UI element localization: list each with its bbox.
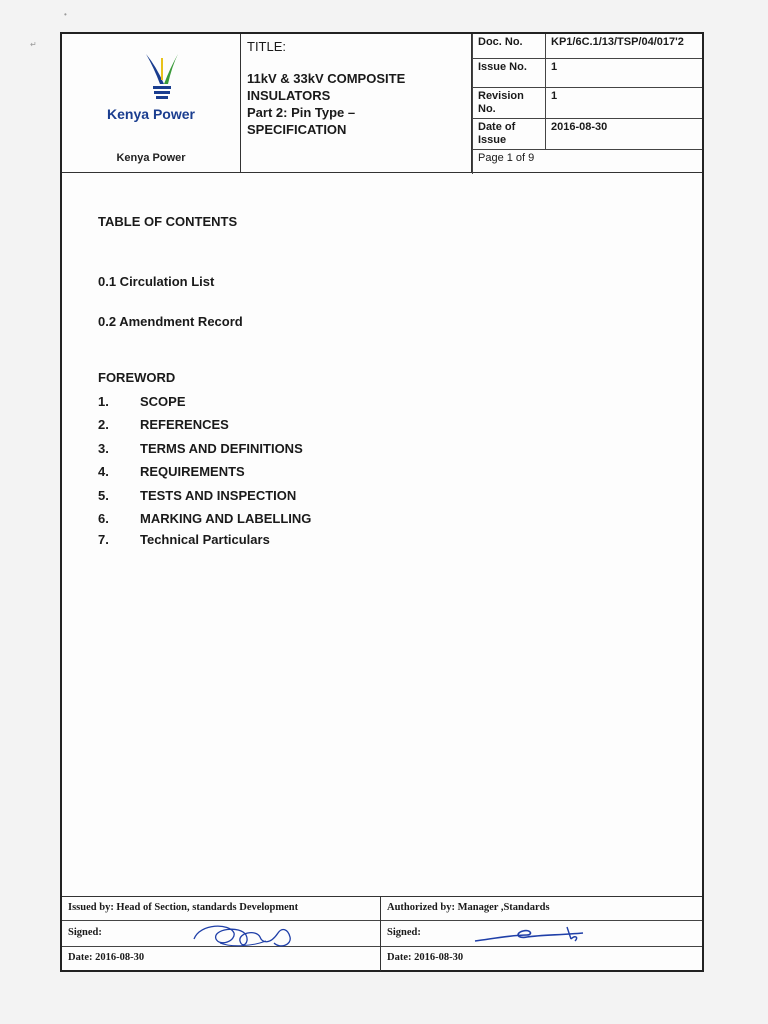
toc-item-label: TESTS AND INSPECTION (140, 488, 297, 503)
signed-label-right: Signed: (381, 921, 702, 947)
toc-item-number: 6. (98, 511, 109, 526)
kenya-power-logo-icon (142, 50, 182, 106)
toc-heading: TABLE OF CONTENTS (98, 214, 238, 229)
date-right: Date: 2016-08-30 (387, 952, 464, 963)
doc-no-label: Doc. No. (473, 34, 546, 59)
toc-item-number: 2. (98, 417, 109, 432)
date-of-issue-value: 2016-08-30 (546, 119, 703, 150)
doc-no-value: KP1/6C.1/13/TSP/04/017'2 (546, 34, 703, 59)
title-line: 11kV & 33kV COMPOSITE (247, 71, 406, 86)
authorized-by: Authorized by: Manager ,Standards (381, 897, 702, 921)
scan-speck: ↵ (30, 40, 37, 49)
toc-item-number: 1. (98, 394, 109, 409)
logo-caption: Kenya Power (116, 152, 186, 164)
signed-label-left: Signed: (62, 921, 380, 947)
toc-prelim-item: 0.2 Amendment Record (98, 314, 243, 329)
toc-item-number: 7. (98, 532, 109, 547)
page-number: Page 1 of 9 (473, 150, 703, 175)
toc-item-label: MARKING AND LABELLING (140, 511, 312, 526)
title-line: Part 2: Pin Type – (247, 105, 356, 120)
signature-right-icon (471, 923, 591, 947)
document-header (62, 34, 702, 173)
toc-item-number: 4. (98, 464, 109, 479)
issue-no-value: 1 (546, 59, 703, 88)
revision-no-value: 1 (546, 88, 703, 119)
logo-cell (62, 34, 241, 172)
logo-wordmark: Kenya Power (107, 106, 195, 122)
title-cell (241, 34, 472, 172)
toc-item-label: SCOPE (140, 394, 186, 409)
issued-by: Issued by: Head of Section, standards Development (62, 897, 380, 921)
toc-item-label: TERMS AND DEFINITIONS (140, 441, 303, 456)
revision-no-label: Revision No. (473, 88, 546, 119)
toc-item-label: Technical Particulars (140, 532, 270, 547)
title-label: TITLE: (247, 39, 287, 54)
document-page (60, 32, 704, 972)
authorized-by-column (381, 897, 702, 971)
toc-foreword: FOREWORD (98, 370, 176, 385)
document-title (247, 70, 405, 138)
toc-item-label: REQUIREMENTS (140, 464, 245, 479)
signature-left-icon (190, 919, 300, 953)
toc-item-number: 5. (98, 488, 109, 503)
issued-by-column (62, 897, 381, 971)
title-line: INSULATORS (247, 88, 331, 103)
document-meta-table (472, 34, 702, 174)
title-line: SPECIFICATION (247, 122, 347, 137)
date-left: Date: 2016-08-30 (68, 952, 145, 963)
issue-no-label: Issue No. (473, 59, 546, 88)
approval-footer (62, 896, 702, 971)
date-of-issue-label: Date of Issue (473, 119, 546, 150)
toc-prelim-item: 0.1 Circulation List (98, 274, 215, 289)
scan-speck: • (64, 10, 67, 19)
toc-item-number: 3. (98, 441, 109, 456)
toc-item-label: REFERENCES (140, 417, 229, 432)
